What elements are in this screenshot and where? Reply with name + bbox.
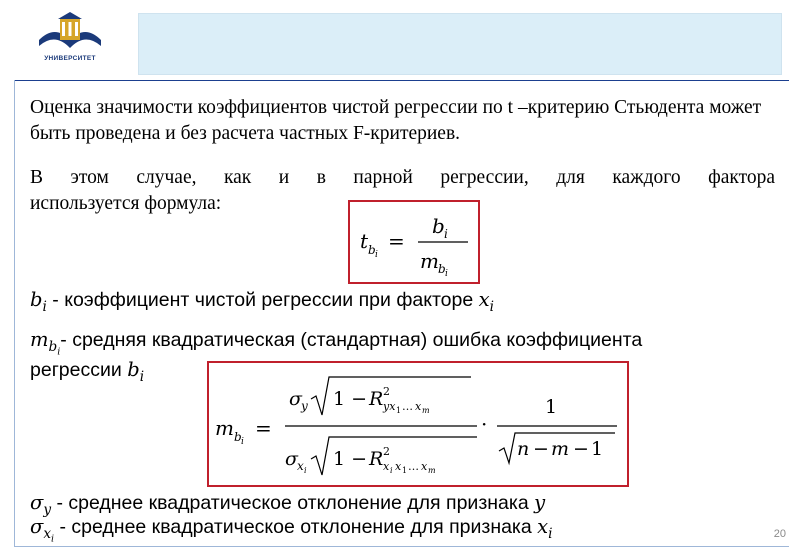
svg-text:m: m [420,249,439,273]
svg-text:x: x [421,460,428,473]
svg-text:yx: yx [383,400,396,413]
formula-intro-line1: В этом случае, как и в парной регрессии, для каждого фактора [30,167,775,188]
svg-text:i: i [304,466,307,475]
svg-text:m: m [428,466,436,475]
header-divider [14,80,789,81]
svg-text:x: x [383,460,390,473]
svg-text:n: n [517,438,530,460]
definition-sigma-x: $\sigma_{x_i}$ - среднее квадратическое отклонение для признака $x_i$ [30,515,553,545]
formula-intro-line2: используется формула: [30,193,222,214]
svg-text:m: m [215,416,234,440]
svg-text:t: t [360,229,369,253]
svg-text:−: − [573,438,589,460]
svg-text:1: 1 [545,396,558,418]
svg-text:1: 1 [591,438,604,460]
svg-text:·: · [481,412,488,436]
svg-text:−: − [533,438,549,460]
svg-text:R: R [369,448,384,470]
svg-text:1 −: 1 − [333,448,368,470]
definition-m: $m_{b_i}-$ средняя квадратическая (стандартная) ошибка коэффициента [30,328,643,358]
svg-text:b: b [432,214,445,238]
definition-sigma-y: $\sigma_y$ - среднее квадратическое отклонение для признака y [30,491,546,518]
svg-text:m: m [422,406,430,415]
definition-b: $b_i$ - коэффициент чистой регрессии при факторе $x_i$ [30,288,494,315]
svg-text:R: R [369,388,384,410]
t-statistic-formula-box [348,200,480,284]
standard-error-formula-box [207,361,629,487]
header-banner [138,13,782,75]
svg-text:i: i [241,437,244,447]
svg-text:σ: σ [289,388,302,410]
university-logo [22,10,118,74]
svg-text:i: i [390,466,393,475]
logo-text: УНИВЕРСИТЕТ [44,55,96,62]
svg-text:x: x [297,459,304,473]
left-border [14,80,15,546]
svg-text:1: 1 [402,466,408,475]
svg-text:b: b [234,430,242,444]
svg-text:b: b [368,243,376,257]
svg-text:x: x [395,460,402,473]
svg-text:y: y [301,399,308,413]
intro-paragraph: Оценка значимости коэффициентов чистой регрессии по t –критерию Стьюдента может быть проведена и без расчета частных F-критериев. [30,97,762,144]
svg-text:m: m [551,438,570,460]
svg-text:2: 2 [383,445,390,458]
svg-text:2: 2 [383,385,390,398]
svg-text:…: … [402,400,413,413]
svg-text:…: … [408,460,419,473]
t-statistic-formula [350,202,478,282]
svg-text:1: 1 [396,406,402,415]
svg-text:b: b [438,262,446,276]
university-crest-icon [35,10,105,54]
svg-text:1 −: 1 − [333,388,368,410]
svg-text:i: i [375,250,378,260]
svg-text:i: i [445,269,448,279]
standard-error-formula [209,363,627,485]
svg-text:σ: σ [285,448,298,470]
svg-text:=: = [388,229,405,253]
svg-text:i: i [444,227,448,241]
page-number: 20 [773,528,786,540]
definition-m-cont: регрессии $b_i$ [30,358,145,385]
svg-text:x: x [415,400,422,413]
svg-text:=: = [255,416,272,440]
